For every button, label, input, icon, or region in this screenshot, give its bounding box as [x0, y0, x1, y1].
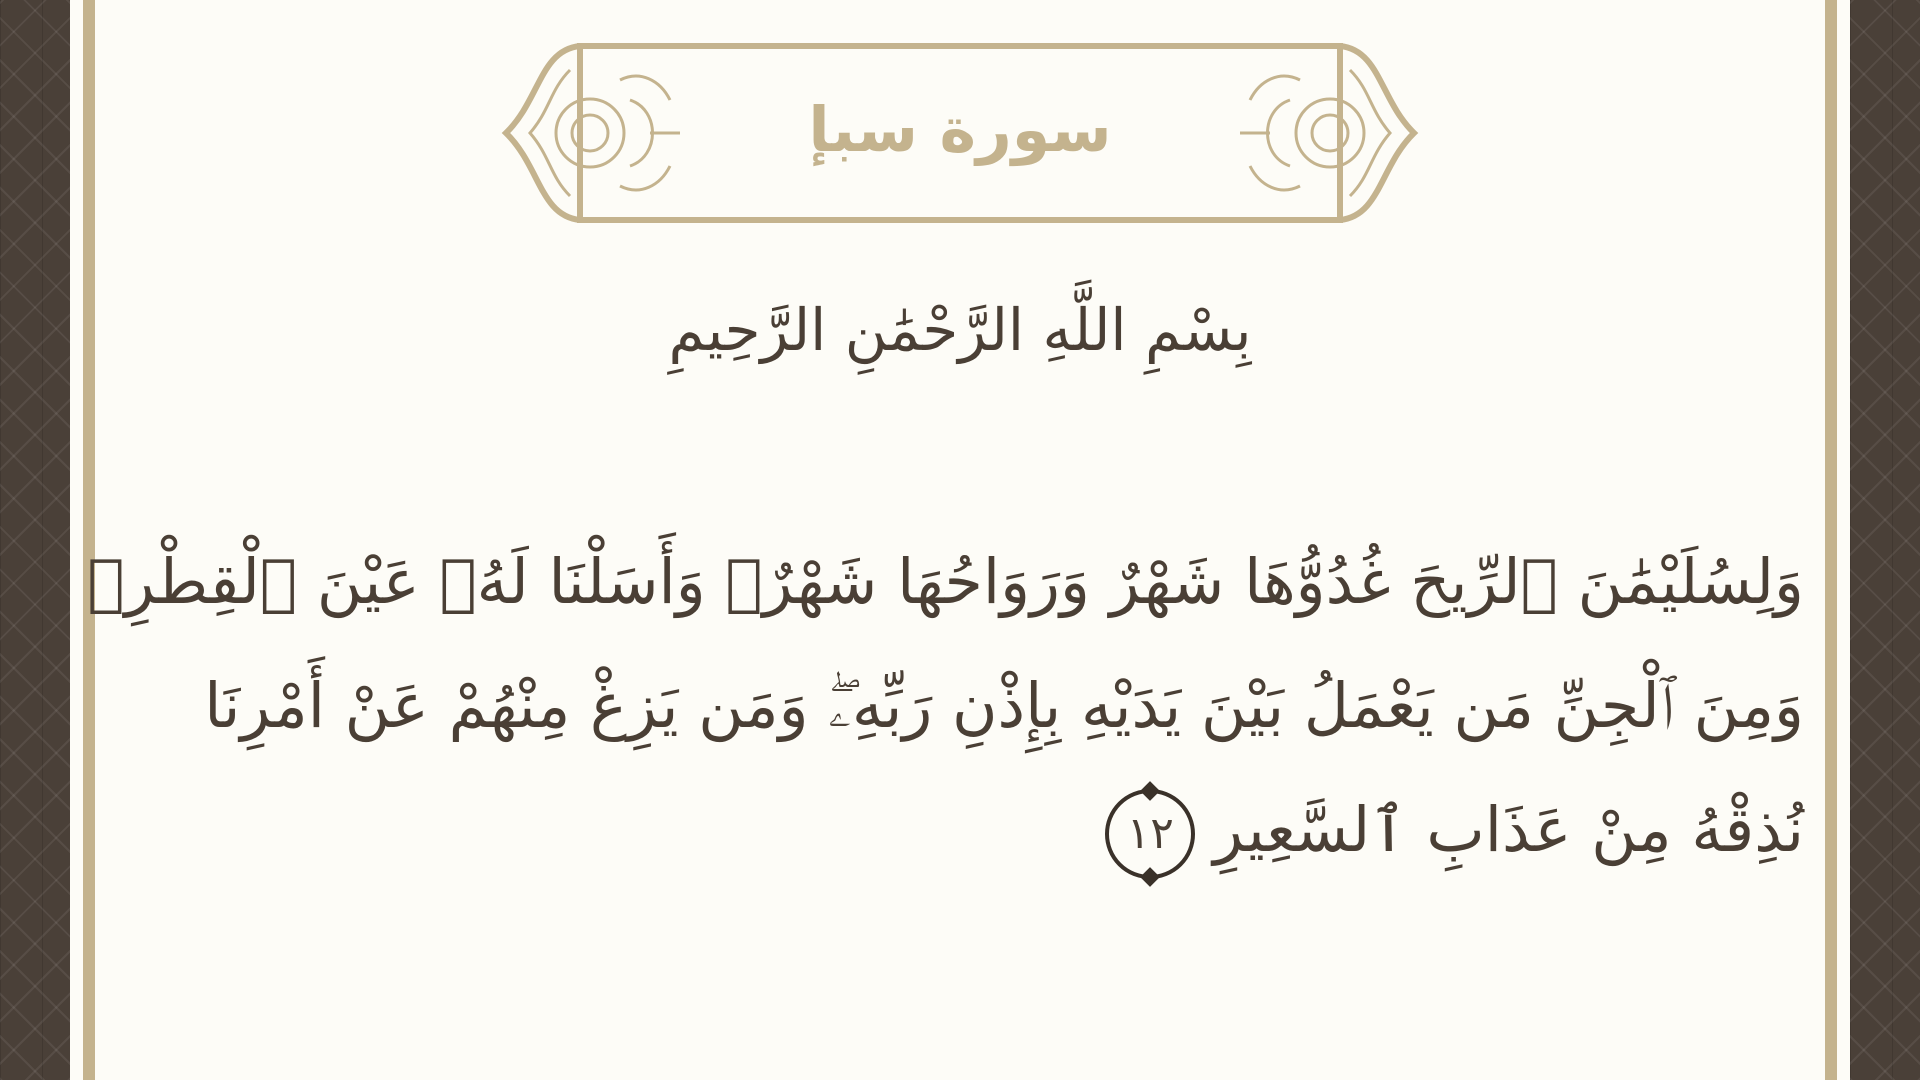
verse-line-3: [150, 768, 1804, 892]
right-gold-rule: [1825, 0, 1837, 1080]
verse-text: [87, 520, 1804, 892]
right-pattern-border: [1850, 0, 1920, 1080]
ayah-number-marker: ١٢: [1105, 789, 1195, 879]
left-pattern-border: [0, 0, 70, 1080]
verse-line-2: وَمِنَ ٱلْجِنِّ مَن يَعْمَلُ بَيْنَ يَدَيْهِ بِإِذْنِ رَبِّهِۦۖ وَمَن يَزِغْ مِنْهُمْ عَنْ أَمْرِنَا: [204, 669, 1804, 742]
verse-line-3-text: نُذِقْهُ مِنْ عَذَابِ ٱلسَّعِيرِ: [1213, 793, 1804, 866]
surah-title-frame: [500, 40, 1420, 226]
surah-title: سورة سبإ: [808, 93, 1112, 166]
verse-line-1: وَلِسُلَيْمَٰنَ ٱلرِّيحَ غُدُوُّهَا شَهْرٌ وَرَوَاحُهَا شَهْرٌۖ وَأَسَلْنَا لَهُۥ عَيْنَ ٱلْقِطْرِۖ: [87, 545, 1804, 618]
basmala: بِسْمِ اللَّهِ الرَّحْمَٰنِ الرَّحِيمِ: [668, 296, 1252, 364]
